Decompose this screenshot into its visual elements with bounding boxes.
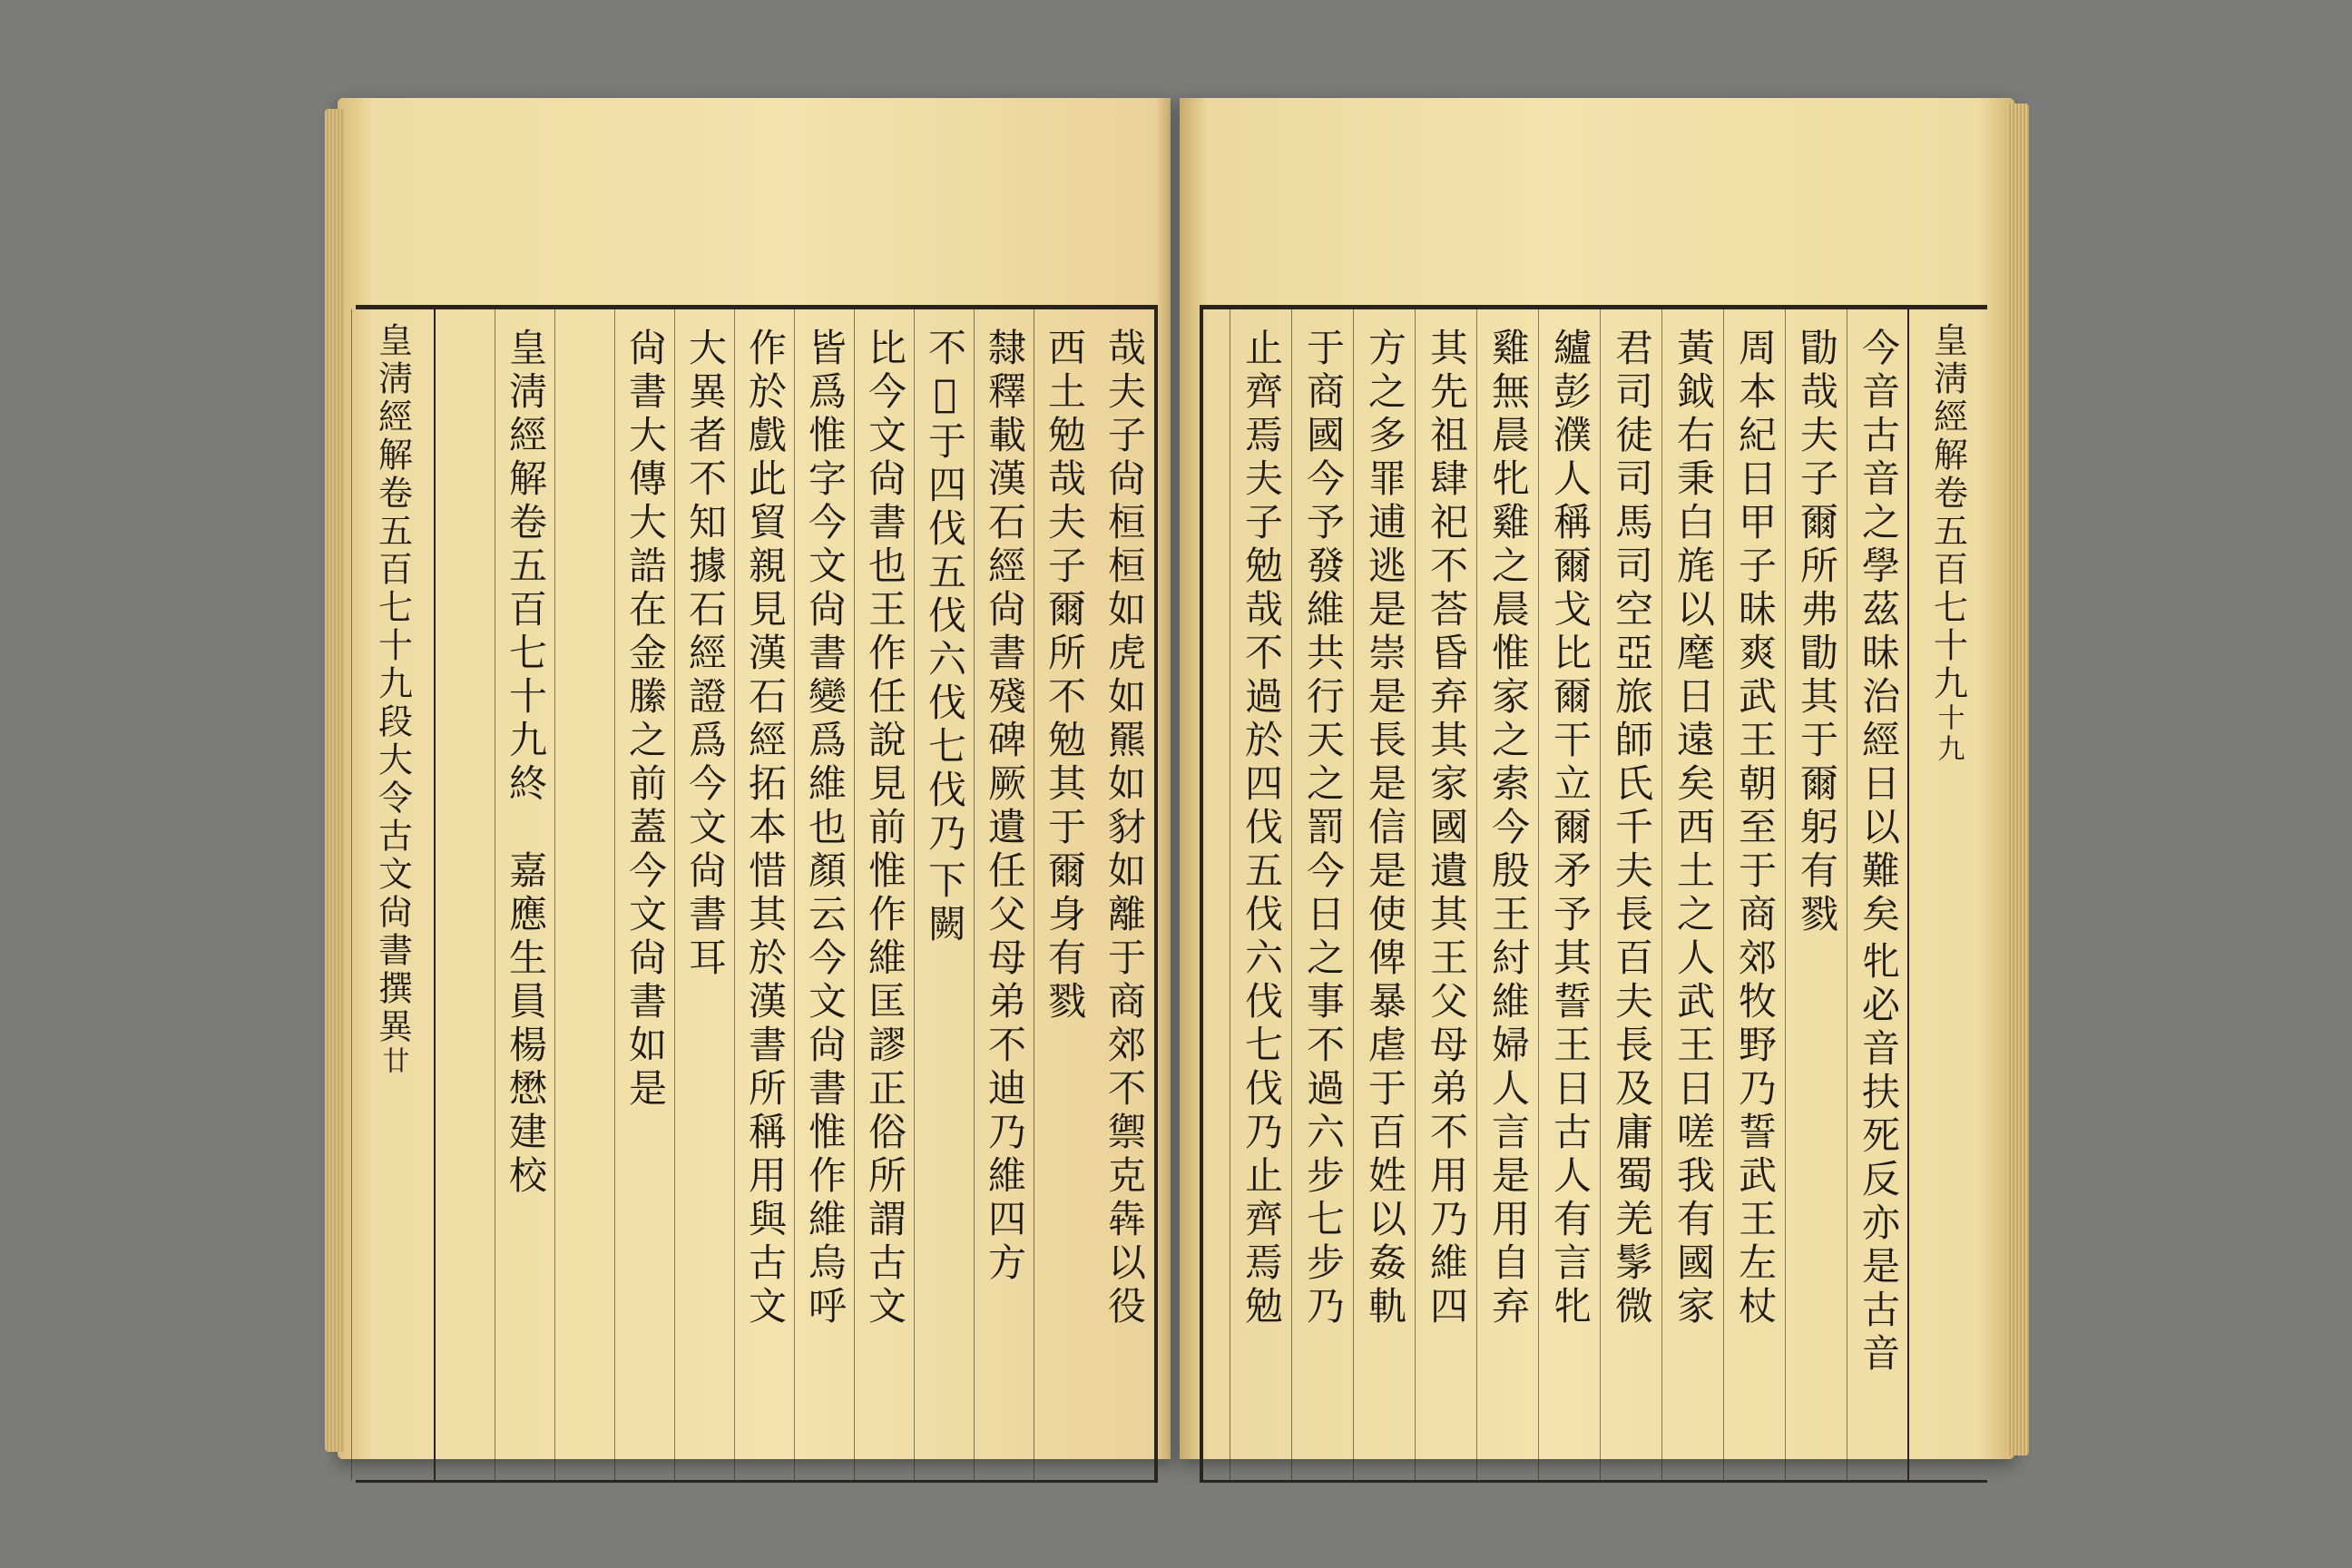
text-column-10 (554, 309, 615, 1480)
open-book (338, 98, 2014, 1459)
text-column-1 (1847, 309, 1909, 1480)
text-column-9 (614, 309, 675, 1480)
column-text: 勖哉夫子爾所弗勖其于爾躬有戮 (1795, 328, 1839, 937)
gutter-column (1907, 309, 1987, 1480)
gutter-title: 皇淸經解卷五百七十九段大令古文尙書撰異廿 (372, 322, 413, 1077)
column-text: 今音古音之學茲昧治經日以難矣 (1857, 328, 1901, 937)
text-column-3 (974, 309, 1034, 1480)
text-column-4 (914, 309, 975, 1480)
column-text: 尙書大傳大誥在金縢之前蓋今文尙書如是 (623, 328, 668, 1112)
column-text: 其先祖肆祀不荅昏弃其家國遺其王父母弟不用乃維四 (1425, 328, 1469, 1329)
right-page (1180, 98, 2014, 1459)
column-note: 牝必音扶死反亦是古音 (1857, 941, 1901, 1377)
text-column-6 (1538, 309, 1601, 1480)
column-text: 方之多罪逋逃是崇是長是信是使俾暴虐于百姓以姦軌 (1363, 328, 1407, 1329)
column-text: 大異者不知據石經證爲今文尙書耳 (683, 328, 728, 981)
text-column-4 (1661, 309, 1724, 1480)
column-text: 隸釋載漢石經尙書殘碑厥遺任父母弟不迪乃維四方 (983, 328, 1027, 1286)
column-text: 于商國今予發維共行天之罰今日之事不過六步七步乃 (1301, 328, 1346, 1329)
column-text: 纑彭濮人稱爾戈比爾干立爾矛予其誓王日古人有言牝 (1548, 328, 1592, 1329)
text-column-1 (1094, 309, 1154, 1480)
left-page (338, 98, 1171, 1459)
text-column-11 (495, 309, 555, 1480)
column-text: 君司徒司馬司空亞旅師氏千夫長百夫長及庸蜀羌髳微 (1610, 328, 1654, 1329)
text-column-8 (1415, 309, 1477, 1480)
column-text: 黃鉞右秉白旄以麾日遠矣西土之人武王日嗟我有國家 (1671, 328, 1716, 1329)
text-column-7 (1476, 309, 1539, 1480)
column-text: 西土勉哉夫子爾所不勉其于爾身有戮 (1043, 328, 1087, 1024)
text-column-9 (1353, 309, 1416, 1480)
right-text-frame (1200, 305, 1987, 1483)
text-column-11 (1230, 309, 1292, 1480)
text-column-6 (794, 309, 855, 1480)
text-column-12 (435, 309, 495, 1480)
column-text: 比今文尙書也王作任說見前惟作維匡謬正俗所謂古文 (863, 328, 907, 1329)
column-text: 哉夫子尙桓桓如虎如羆如豺如離于商郊不禦克犇以役 (1102, 328, 1147, 1329)
gutter-column (351, 309, 436, 1480)
text-column-5 (854, 309, 915, 1480)
left-page-edges (325, 109, 345, 1452)
text-column-10 (1291, 309, 1354, 1480)
column-text: 不𧗓于四伐五伐六伐七伐乃 (923, 328, 967, 857)
text-column-3 (1723, 309, 1786, 1480)
column-text: 雞無晨牝雞之晨惟家之索今殷王紂維婦人言是用自弃 (1486, 328, 1531, 1329)
column-text: 皆爲惟字今文尙書變爲維也顏云今文尙書惟作維烏呼 (803, 328, 848, 1329)
column-text: 皇淸經解卷五百七十九終 嘉應生員楊懋建校 (504, 328, 548, 1199)
column-note-a: 下闕 (923, 860, 967, 947)
text-column-8 (674, 309, 735, 1480)
column-text: 作於戲此貿親見漢石經拓本惜其於漢書所稱用與古文 (743, 328, 788, 1329)
column-text: 止齊焉夫子勉哉不過於四伐五伐六伐七伐乃止齊焉勉 (1240, 328, 1284, 1329)
column-text: 周本紀日甲子昧爽武王朝至于商郊牧野乃誓武王左杖 (1733, 328, 1778, 1329)
gutter-title: 皇淸經解卷五百七十九十九 (1927, 322, 1968, 765)
left-text-frame (356, 305, 1158, 1483)
text-column-7 (734, 309, 795, 1480)
text-column-5 (1600, 309, 1662, 1480)
text-column-2 (1034, 309, 1094, 1480)
right-page-edges (2007, 103, 2029, 1455)
text-column-2 (1785, 309, 1847, 1480)
